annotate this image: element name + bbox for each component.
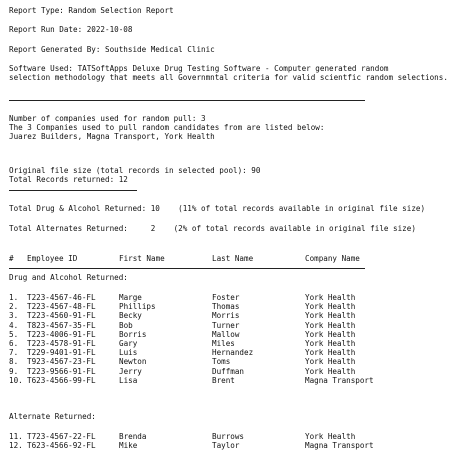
- company-name: York Health: [305, 366, 356, 376]
- last-name: Thomas: [212, 302, 240, 312]
- header-company-name: Company Name: [305, 254, 360, 263]
- company-name: York Health: [305, 348, 356, 358]
- row-number: 6.: [9, 339, 19, 348]
- drug-alcohol-section-label: Drug and Alcohol Returned:: [9, 273, 128, 282]
- header-last-name: Last Name: [212, 254, 254, 263]
- last-name: Brent: [212, 375, 235, 385]
- alternate-section-label: Alternate Returned:: [9, 412, 96, 421]
- report-generated-by: Report Generated By: Southside Medical Clinic: [9, 45, 215, 54]
- last-name: Mallow: [212, 329, 240, 339]
- companies-list: Juarez Builders, Magna Transport, York Health: [9, 132, 215, 141]
- software-used-line-2: selection methodology that meets all Governmntal criteria for valid scientfic random selections.: [9, 73, 448, 82]
- employee-id: T223-4567-46-FL: [27, 293, 96, 302]
- row-number: 8.: [9, 357, 19, 367]
- employee-id: T223-4560-91-FL: [27, 311, 96, 321]
- header-employee-id: Employee ID: [27, 254, 78, 263]
- last-name: Turner: [212, 320, 240, 330]
- row-number: 7.: [9, 348, 19, 358]
- employee-id: T223-9566-91-FL: [27, 366, 96, 376]
- employee-id: T229-9401-91-FL: [27, 348, 96, 358]
- first-name: Lisa: [119, 375, 138, 385]
- report-type: Report Type: Random Selection Report: [9, 6, 174, 15]
- section-divider: [9, 100, 365, 101]
- row-number: 9.: [9, 366, 19, 376]
- first-name: Bob: [119, 320, 133, 330]
- header-first-name: First Name: [119, 254, 165, 263]
- company-name: Magna Transport: [305, 441, 374, 451]
- first-name: Luis: [119, 348, 138, 358]
- last-name: Burrows: [212, 432, 245, 441]
- row-number: 1.: [9, 293, 19, 302]
- employee-id: T223-4006-91-FL: [27, 329, 96, 339]
- row-number: 2.: [9, 302, 19, 312]
- first-name: Marge: [119, 293, 142, 302]
- first-name: Becky: [119, 311, 142, 321]
- employee-id: T223-4578-91-FL: [27, 339, 96, 348]
- company-name: York Health: [305, 311, 356, 321]
- last-name: Taylor: [212, 441, 240, 451]
- first-name: Newton: [119, 357, 147, 367]
- company-name: York Health: [305, 329, 356, 339]
- companies-count: Number of companies used for random pull: 3: [9, 114, 206, 123]
- report-run-date: Report Run Date: 2022-10-08: [9, 25, 133, 34]
- row-number: 11.: [9, 432, 23, 441]
- employee-id: T723-4567-22-FL: [27, 432, 96, 441]
- company-name: Magna Transport: [305, 375, 374, 385]
- company-name: York Health: [305, 339, 356, 348]
- row-number: 10.: [9, 375, 23, 385]
- total-records-returned: Total Records returned: 12: [9, 175, 128, 184]
- last-name: Morris: [212, 311, 240, 321]
- company-name: York Health: [305, 293, 356, 302]
- software-used-line-1: Software Used: TATSoftApps Deluxe Drug Testing Software - Computer generated random: [9, 64, 389, 73]
- header-number: #: [9, 254, 14, 263]
- row-number: 3.: [9, 311, 19, 321]
- first-name: Gary: [119, 339, 138, 348]
- employee-id: T623-4566-99-FL: [27, 375, 96, 385]
- header-divider: [9, 268, 365, 269]
- first-name: Brenda: [119, 432, 147, 441]
- total-drug-alcohol-returned: Total Drug & Alcohol Returned: 10 (11% of total records available in original file size): [9, 204, 426, 213]
- first-name: Mike: [119, 441, 138, 451]
- row-number: 12.: [9, 441, 23, 451]
- company-name: York Health: [305, 357, 356, 367]
- row-number: 5.: [9, 329, 19, 339]
- row-number: 4.: [9, 320, 19, 330]
- company-name: York Health: [305, 432, 356, 441]
- total-alternates-returned: Total Alternates Returned: 2 (2% of total records available in original file size): [9, 224, 416, 233]
- last-name: Hernandez: [212, 348, 254, 358]
- first-name: Borris: [119, 329, 147, 339]
- last-name: Miles: [212, 339, 235, 348]
- last-name: Duffman: [212, 366, 245, 376]
- first-name: Jerry: [119, 366, 142, 376]
- employee-id: T823-4567-35-FL: [27, 320, 96, 330]
- company-name: York Health: [305, 302, 356, 312]
- last-name: Foster: [212, 293, 240, 302]
- employee-id: T623-4566-92-FL: [27, 441, 96, 451]
- employee-id: T923-4567-23-FL: [27, 357, 96, 367]
- company-name: York Health: [305, 320, 356, 330]
- first-name: Phillips: [119, 302, 156, 312]
- companies-intro: The 3 Companies used to pull random candidates from are listed below:: [9, 123, 325, 132]
- totals-divider: [9, 190, 137, 191]
- last-name: Toms: [212, 357, 231, 367]
- original-file-size: Original file size (total records in selected pool): 90: [9, 166, 261, 175]
- employee-id: T223-4567-48-FL: [27, 302, 96, 312]
